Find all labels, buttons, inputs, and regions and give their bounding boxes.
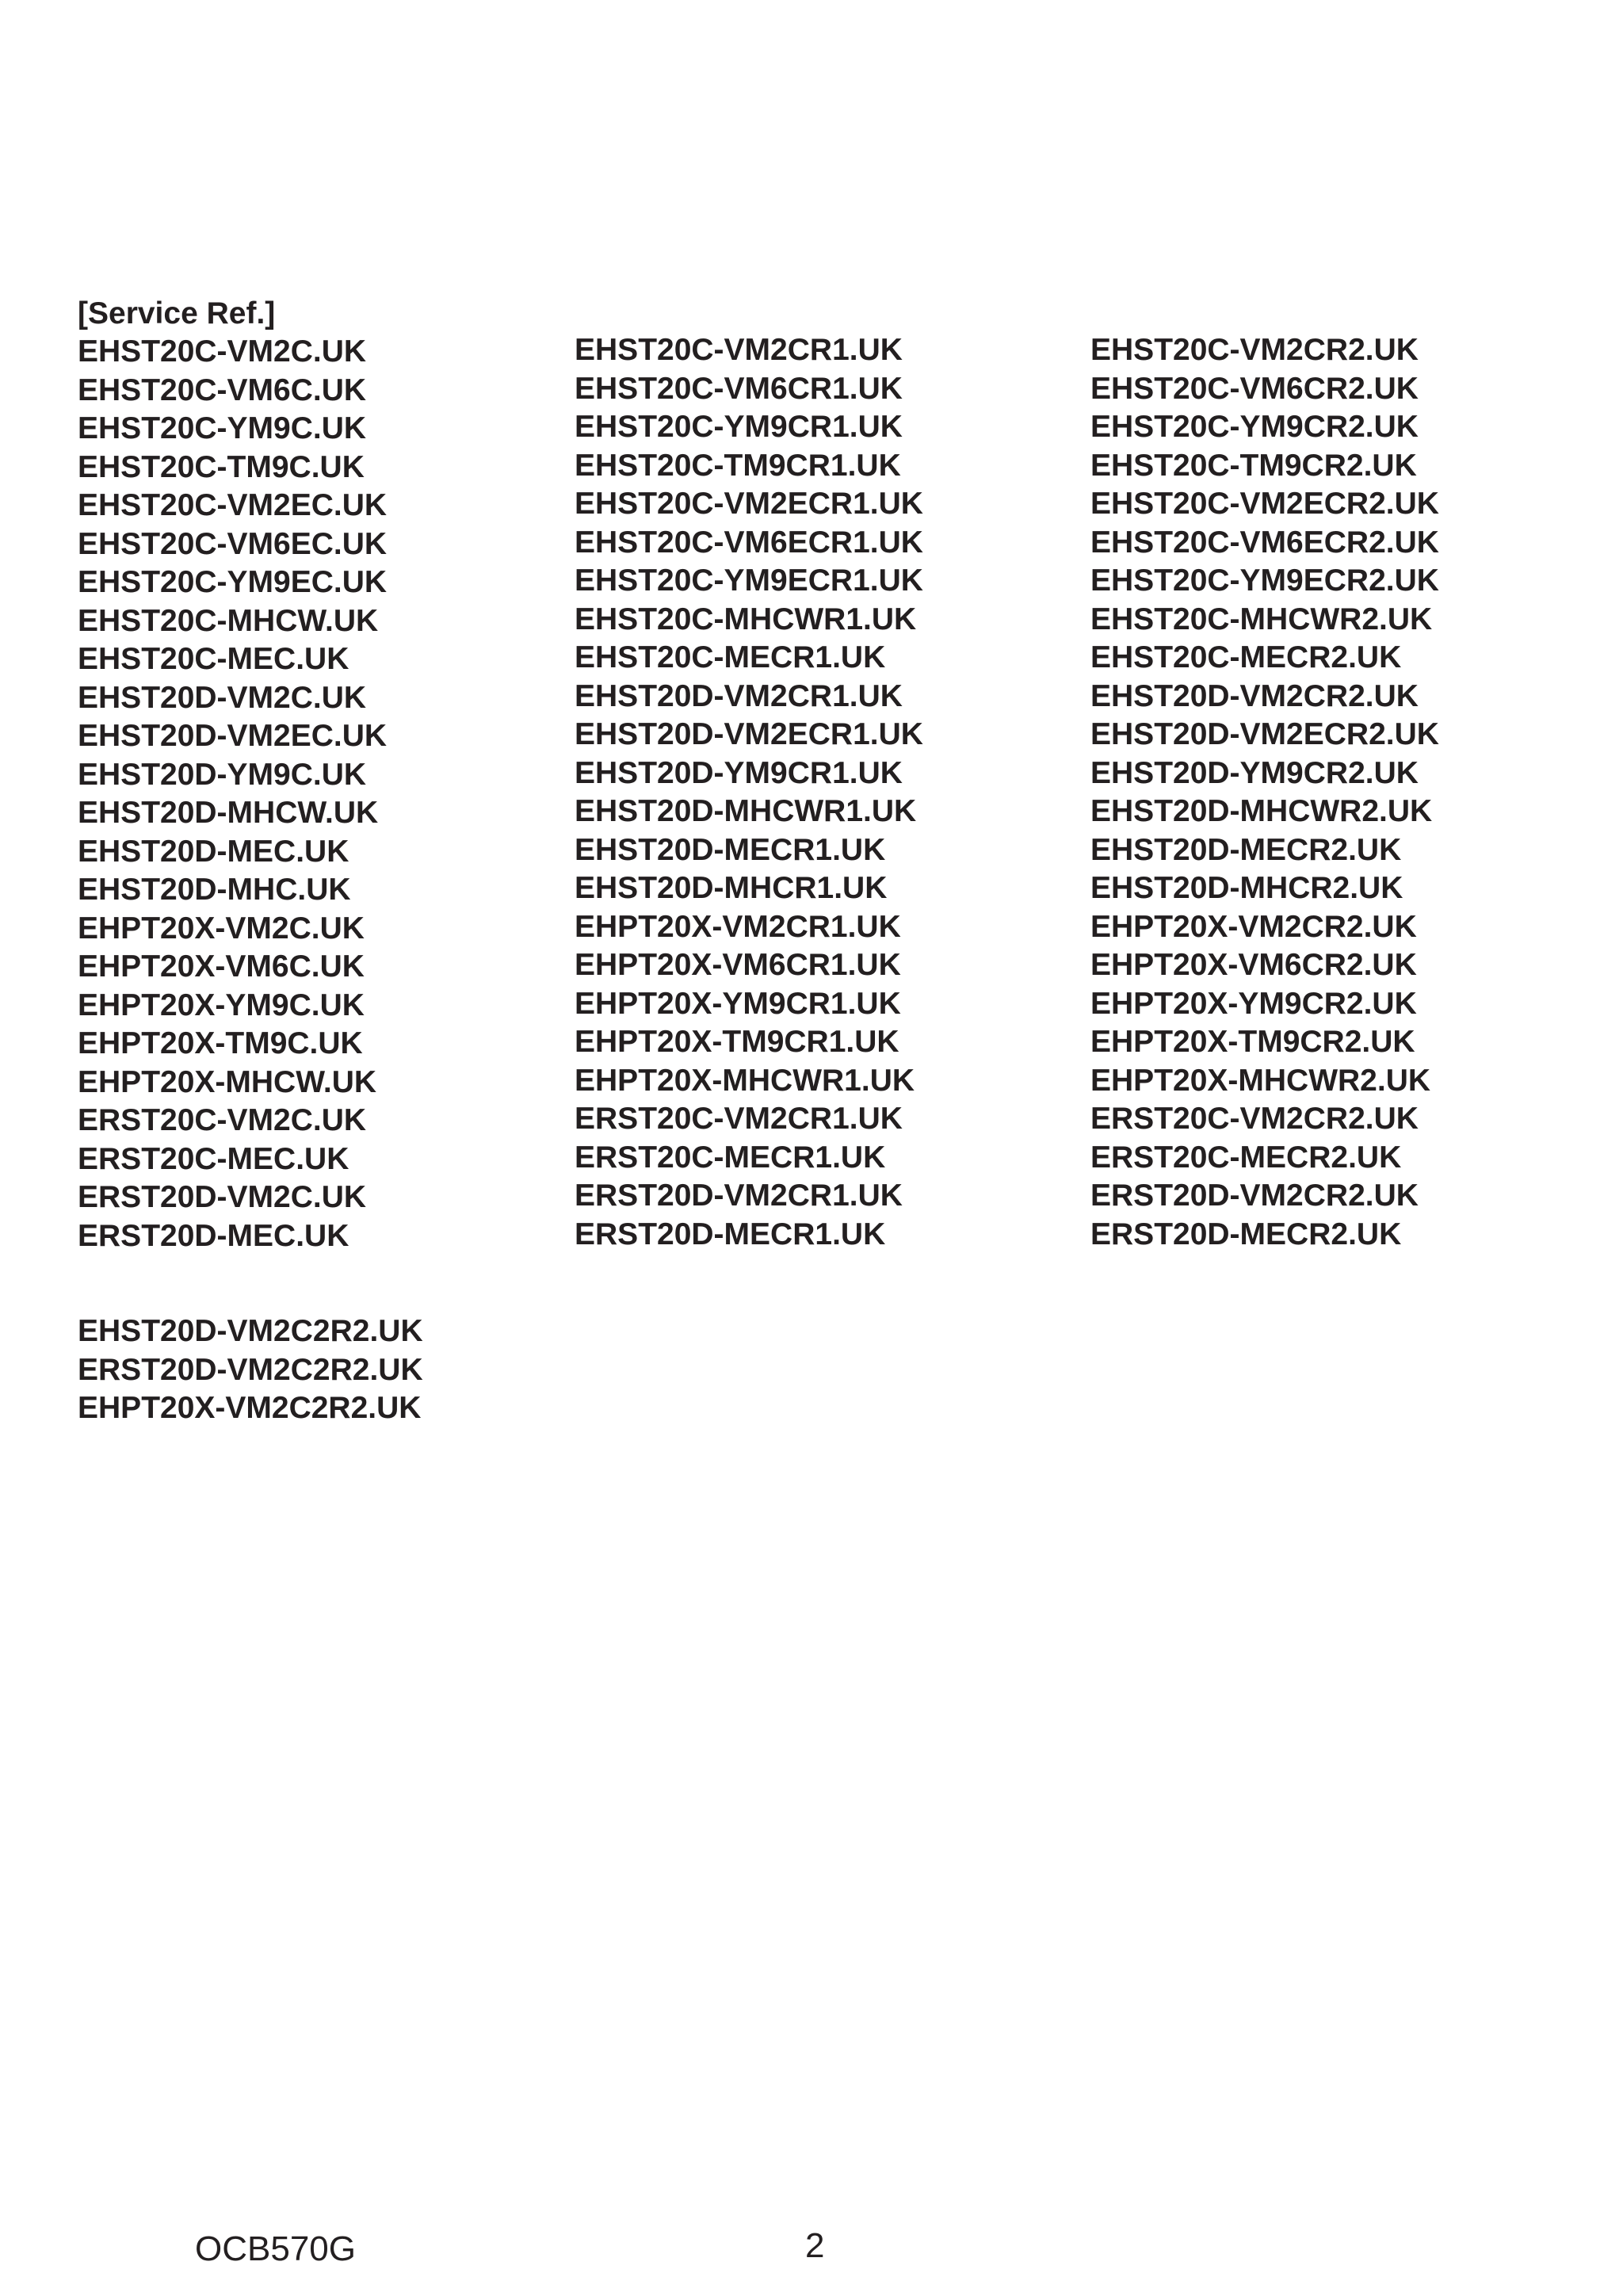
model-item: EHPT20X-YM9CR1.UK [575,986,901,1021]
model-item: EHPT20X-TM9C.UK [78,1026,363,1060]
model-item: EHST20C-TM9C.UK [78,449,365,484]
model-item: EHST20C-VM6ECR1.UK [575,525,923,560]
model-item: EHPT20X-MHCWR1.UK [575,1063,915,1098]
model-item: EHST20C-YM9CR2.UK [1090,410,1419,444]
model-item: EHST20D-MECR2.UK [1090,832,1402,867]
model-item: EHST20C-MECR2.UK [1090,640,1402,674]
model-item: EHST20C-VM2C.UK [78,334,367,369]
model-item: ERST20D-VM2CR2.UK [1090,1179,1419,1213]
model-item: EHST20D-MHCR2.UK [1090,871,1403,905]
model-item: EHST20D-VM2CR2.UK [1090,678,1419,713]
model-item: EHST20C-TM9CR2.UK [1090,448,1417,483]
model-item: ERST20C-MECR2.UK [1090,1140,1402,1175]
model-item: ERST20C-VM2C.UK [78,1103,367,1137]
model-item: EHPT20X-VM6CR2.UK [1090,948,1417,982]
model-item: EHPT20X-TM9CR2.UK [1090,1025,1415,1059]
model-item: EHPT20X-VM2C2R2.UK [78,1391,422,1425]
model-item: EHST20C-VM6C.UK [78,372,367,407]
model-item: EHPT20X-TM9CR1.UK [575,1025,899,1059]
model-item: EHST20C-MHCW.UK [78,603,379,638]
model-item: EHST20D-VM2C2R2.UK [78,1314,423,1348]
model-item: EHST20D-MECR1.UK [575,832,886,867]
model-item: EHPT20X-VM2CR1.UK [575,909,901,944]
model-item: EHPT20X-MHCWR2.UK [1090,1063,1431,1098]
model-item: EHST20C-VM2CR1.UK [575,333,903,367]
model-item: ERST20C-VM2CR2.UK [1090,1102,1419,1136]
model-item: EHST20C-VM2ECR1.UK [575,487,923,521]
model-item: EHST20C-VM6CR1.UK [575,371,903,406]
model-column-3 [1090,331,1439,1254]
model-item: EHST20C-MHCWR1.UK [575,602,917,636]
model-item: EHPT20X-VM2C.UK [78,911,365,946]
model-item: EHST20C-YM9CR1.UK [575,410,903,444]
model-item: EHST20D-YM9CR2.UK [1090,755,1419,790]
model-item: EHST20C-MHCWR2.UK [1090,602,1433,636]
model-item: EHST20C-MECR1.UK [575,640,886,674]
model-item: EHST20C-MEC.UK [78,642,349,676]
model-item: EHST20D-MHC.UK [78,873,351,907]
model-item: EHST20C-VM2CR2.UK [1090,333,1419,367]
model-item: EHST20C-TM9CR1.UK [575,448,901,483]
model-item: EHST20C-YM9ECR1.UK [575,563,923,598]
model-item: ERST20C-MECR1.UK [575,1140,886,1175]
model-item: EHST20C-YM9C.UK [78,411,367,445]
model-item: EHST20D-VM2EC.UK [78,719,388,753]
model-item: EHPT20X-MHCW.UK [78,1064,377,1099]
model-item: EHST20C-VM2EC.UK [78,488,388,522]
model-item: ERST20D-VM2CR1.UK [575,1179,903,1213]
model-item: EHST20C-YM9EC.UK [78,565,388,599]
model-item: EHPT20X-YM9CR2.UK [1090,986,1417,1021]
section-heading: [Service Ref.] [78,296,276,330]
model-item: EHPT20X-YM9C.UK [78,988,365,1022]
page-number: 2 [805,2226,825,2265]
extra-model-list [78,1312,423,1428]
model-item: ERST20C-MEC.UK [78,1141,349,1176]
model-item: EHPT20X-VM6CR1.UK [575,948,901,982]
model-column-1 [78,333,387,1255]
model-item: ERST20D-VM2C2R2.UK [78,1352,423,1387]
model-item: EHPT20X-VM6C.UK [78,949,365,984]
model-item: ERST20C-VM2CR1.UK [575,1102,903,1136]
model-item: EHST20C-VM2ECR2.UK [1090,487,1439,521]
model-item: EHST20D-VM2CR1.UK [575,678,903,713]
document-code: OCB570G [195,2229,356,2268]
model-item: EHST20D-VM2ECR1.UK [575,717,923,751]
model-item: EHST20C-VM6EC.UK [78,526,388,561]
model-item: EHST20D-VM2C.UK [78,680,367,715]
model-item: ERST20D-MEC.UK [78,1218,349,1253]
model-item: ERST20D-MECR1.UK [575,1217,886,1251]
model-item: ERST20D-MECR2.UK [1090,1217,1402,1251]
model-item: EHST20D-MHCR1.UK [575,871,888,905]
model-item: EHST20C-YM9ECR2.UK [1090,563,1439,598]
model-item: EHST20D-YM9CR1.UK [575,755,903,790]
model-item: EHST20C-VM6ECR2.UK [1090,525,1439,560]
model-item: EHST20D-MHCWR2.UK [1090,794,1433,828]
model-item: ERST20D-VM2C.UK [78,1180,367,1214]
model-column-2 [575,331,923,1254]
model-item: EHPT20X-VM2CR2.UK [1090,909,1417,944]
model-item: EHST20D-YM9C.UK [78,757,367,792]
model-item: EHST20D-MHCW.UK [78,796,379,830]
model-item: EHST20D-MHCWR1.UK [575,794,917,828]
model-item: EHST20D-MEC.UK [78,834,349,869]
model-item: EHST20C-VM6CR2.UK [1090,371,1419,406]
model-item: EHST20D-VM2ECR2.UK [1090,717,1439,751]
